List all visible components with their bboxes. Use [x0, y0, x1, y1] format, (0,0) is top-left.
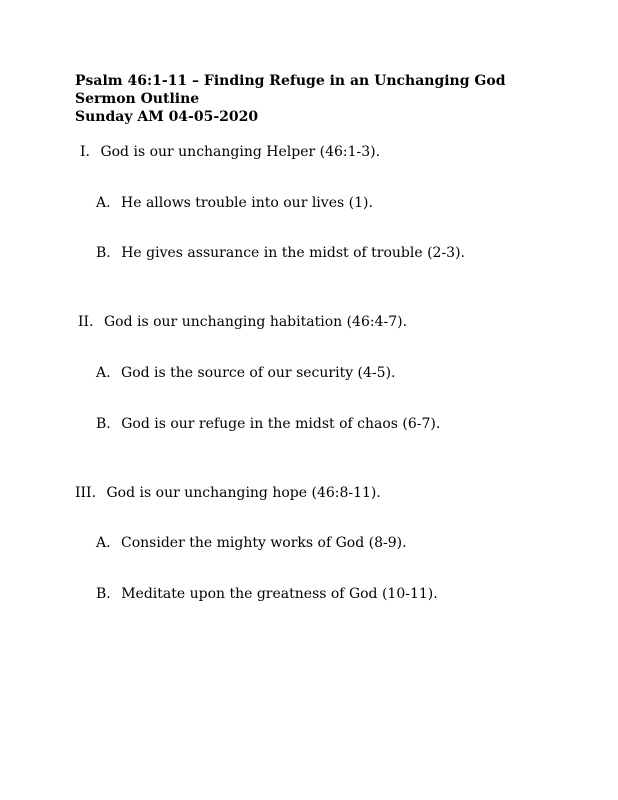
outline-subpoint-text: He allows trouble into our lives (1). — [121, 195, 373, 211]
outline-point-2 — [78, 313, 407, 331]
outline-point-text: God is our unchanging hope (46:8-11). — [106, 485, 381, 501]
sermon-date: Sunday AM 04-05-2020 — [75, 109, 259, 125]
outline-letter: B. — [96, 586, 111, 602]
outline-subpoint-text: He gives assurance in the midst of trouble (2-3). — [121, 245, 465, 261]
outline-subpoint-3b — [96, 585, 438, 603]
outline-subpoint-text: God is the source of our security (4-5). — [121, 365, 396, 381]
document-header — [75, 72, 506, 126]
outline-subpoint-text: Meditate upon the greatness of God (10-11). — [121, 586, 438, 602]
outline-subpoint-text: God is our refuge in the midst of chaos (6-7). — [121, 416, 441, 432]
outline-letter: B. — [96, 416, 111, 432]
outline-letter: B. — [96, 245, 111, 261]
outline-point-text: God is our unchanging habitation (46:4-7). — [103, 314, 408, 330]
outline-subpoint-1b — [96, 244, 465, 262]
outline-subpoint-2b — [96, 415, 440, 433]
outline-subpoint-text: Consider the mighty works of God (8-9). — [121, 535, 407, 551]
outline-point-1 — [80, 143, 380, 161]
outline-letter: A. — [96, 535, 111, 551]
outline-numeral: I. — [80, 144, 90, 160]
outline-point-3 — [75, 484, 381, 502]
outline-numeral: III. — [75, 485, 97, 501]
sermon-subtitle: Sermon Outline — [75, 91, 200, 107]
outline-letter: A. — [96, 195, 111, 211]
outline-point-text: God is our unchanging Helper (46:1-3). — [100, 144, 381, 160]
outline-subpoint-2a — [96, 364, 395, 382]
sermon-title: Psalm 46:1-11 – Finding Refuge in an Unchanging God — [75, 73, 506, 89]
outline-subpoint-3a — [96, 534, 407, 552]
outline-numeral: II. — [78, 314, 94, 330]
outline-subpoint-1a — [96, 194, 373, 212]
outline-letter: A. — [96, 365, 111, 381]
